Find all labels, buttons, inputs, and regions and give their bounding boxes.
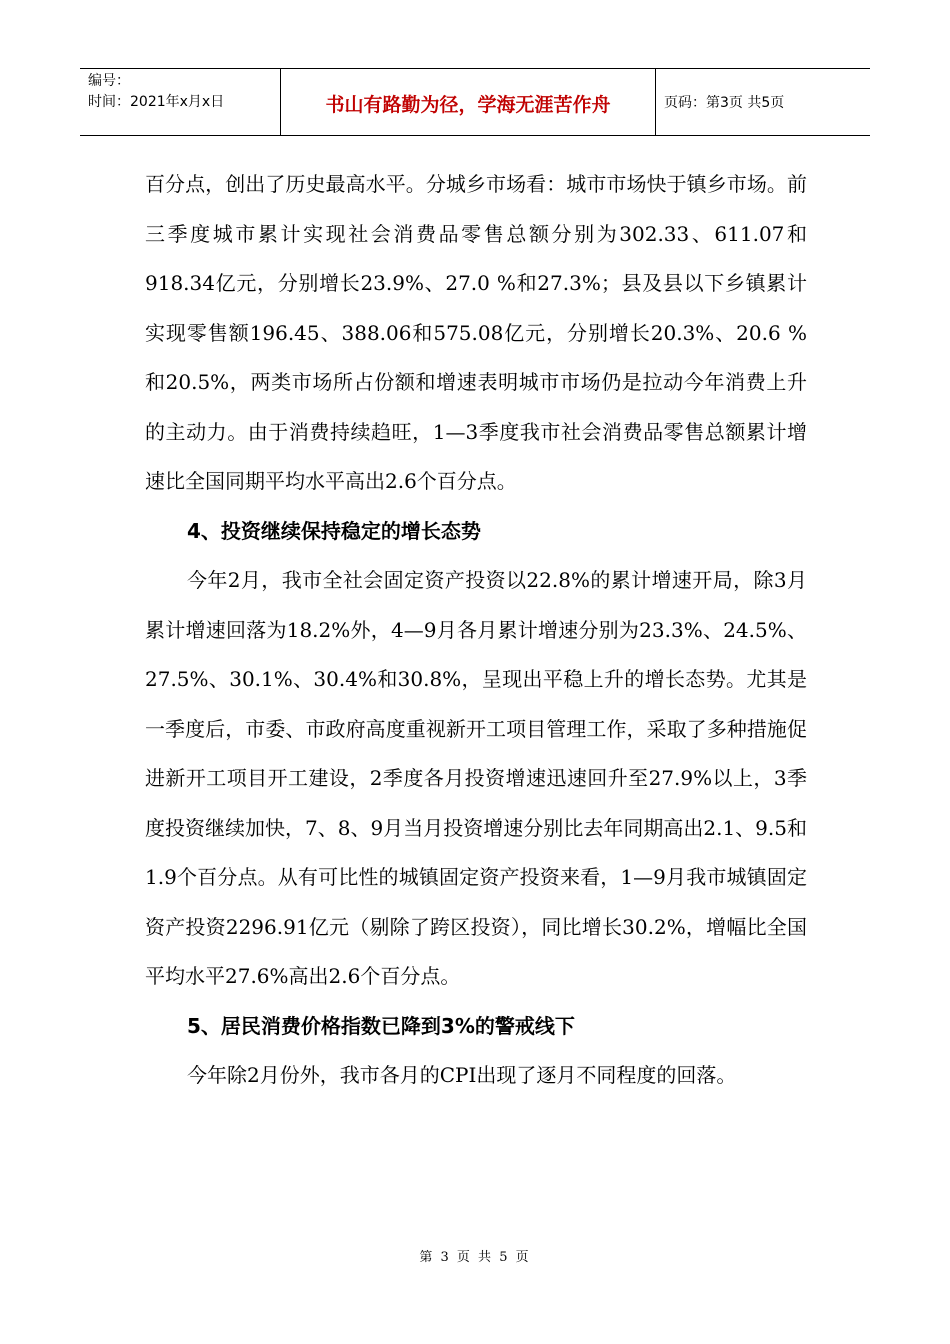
heading-investment: 4、投资继续保持稳定的增长态势	[187, 518, 481, 543]
paragraph-cpi: 今年除2月份外，我市各月的CPI出现了逐月不同程度的回落。	[187, 1063, 737, 1087]
document-body	[145, 160, 807, 1101]
header-motto: 书山有路勤为径，学海无涯苦作舟	[280, 69, 656, 135]
paragraph-consumption: 百分点，创出了历史最高水平。分城乡市场看：城市市场快于镇乡市场。前三季度城市累计实现社会消费品零售总额分别为302.33、611.07和918.34亿元，分别增长23.9%、27.0 %和27.3%；县及县以下乡镇累计实现零售额196.45、388.06和575.08亿元，分别增长20.3%、20.6 %和20.5%，两类市场所占份额和增速表明城市市场仍是拉动今年消费上升的主动力。由于消费持续趋旺，1—3季度我市社会消费品零售总额累计增速比全国同期平均水平高出2.6个百分点。	[145, 172, 807, 493]
heading-cpi: 5、居民消费价格指数已降到3%的警戒线下	[187, 1013, 575, 1038]
header-meta	[80, 69, 280, 135]
paragraph-investment: 今年2月，我市全社会固定资产投资以22.8%的累计增速开局，除3月累计增速回落为18.2%外，4—9月各月累计增速分别为23.3%、24.5%、27.5%、30.1%、30.4%和30.8%，呈现出平稳上升的增长态势。尤其是一季度后，市委、市政府高度重视新开工项目管理工作，采取了多种措施促进新开工项目开工建设，2季度各月投资增速迅速回升至27.9%以上，3季度投资继续加快，7、8、9月当月投资增速分别比去年同期高出2.1、9.5和1.9个百分点。从有可比性的城镇固定资产投资来看，1—9月我市城镇固定资产投资2296.91亿元（剔除了跨区投资），同比增长30.2%，增幅比全国平均水平27.6%高出2.6个百分点。	[145, 568, 807, 988]
page-header	[80, 68, 870, 136]
document-number-label: 编号：	[88, 73, 130, 89]
document-time-label: 时间：2021年x月x日	[88, 94, 225, 110]
page-footer: 第 3 页 共 5 页	[419, 1250, 531, 1265]
header-page-code: 页码：第3页 共5页	[664, 95, 785, 111]
